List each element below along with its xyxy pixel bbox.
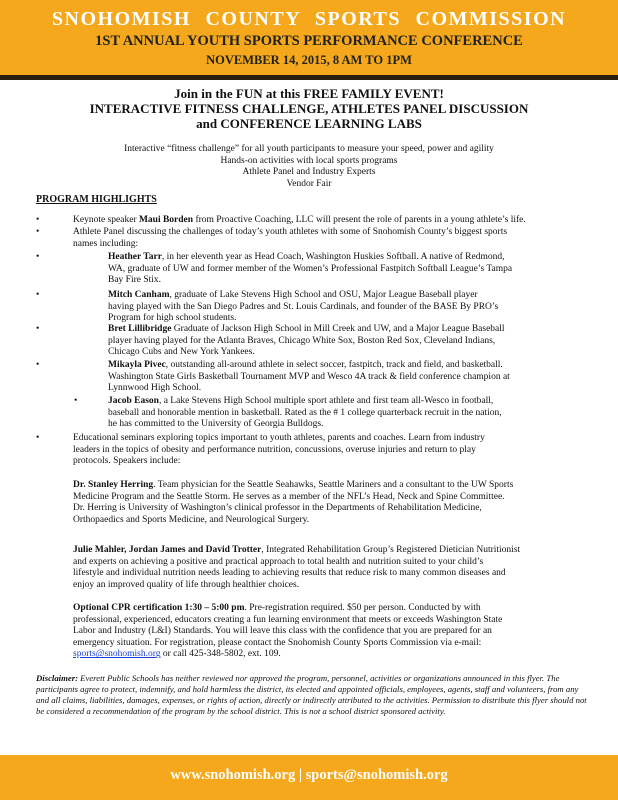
bullet: •	[36, 324, 40, 334]
header-divider	[0, 75, 618, 80]
keynote-item: Keynote speaker Maui Borden from Proactive Coaching, LLC will present the role of parents in a young athlete’s life.	[73, 215, 526, 225]
conference-title: 1ST ANNUAL YOUTH SPORTS PERFORMANCE CONFERENCE	[95, 33, 523, 49]
speaker-names: Julie Mahler, Jordan James and David Trotter	[73, 545, 262, 555]
intro-line-2: INTERACTIVE FITNESS CHALLENGE, ATHLETES PANEL DISCUSSION	[89, 101, 529, 116]
program-heading: PROGRAM HIGHLIGHTS	[36, 194, 157, 205]
panelist-item: Jacob Eason, a Lake Stevens High School multiple sport athlete and first team all-Wesco in football, baseball and honorable mention in basketball. Rated as the # 1 college quarterback recruit in the nation, he has committed to the University of Georgia Bulldogs.	[108, 396, 502, 430]
feature-item: Vendor Fair	[286, 178, 332, 189]
event-date: NOVEMBER 14, 2015, 8 AM TO 1PM	[206, 53, 412, 67]
feature-item: Athlete Panel and Industry Experts	[242, 167, 376, 178]
bullet: •	[36, 360, 40, 370]
disclaimer	[36, 673, 591, 717]
intro-line-3: and CONFERENCE LEARNING LABS	[196, 116, 422, 131]
email-link[interactable]: sports@snohomish.org	[73, 649, 161, 660]
bullet: •	[36, 252, 40, 262]
disclaimer-text: Everett Public Schools has neither reviewed nor approved the program, personnel, activities or organizations announced in this flyer. The participants agree to protect, indemnify, and hold harmless the district, its elected and appointed officials, employees, agents, staff and volunteers, from any and all claims, liabilities, damages, expenses, or rights of action, directly or indirectly attributed to the activities. Permission to distribute this flyer should not be considered a recommendation of the program by the school district. This is not a school district sponsored activity.	[36, 673, 587, 716]
bullet: •	[36, 290, 40, 300]
org-title: SNOHOMISH COUNTY SPORTS COMMISSION	[51, 8, 567, 30]
cpr-section: Optional CPR certification 1:30 – 5:00 pm. Pre-registration required. $50 per person. Conducted by with professional, experienced, educators creating a fun learning environment that meets or exceeds Washington State Labor and Industry (L&I) Standards. You will leave this class with the confidence that you are prepared for an emergency situation. For registration, please contact the Snohomish County Sports Commission via e-mail: sports@snohomish.org or call 425-348-5802, ext. 109.	[73, 603, 503, 660]
panelist-item: Mikayla Pivec, outstanding all-around athlete in select soccer, fastpitch, track and field, and basketball. Washington State Girls Basketball Tournament MVP and Wesco 4A track & field conference champion at Lynnwood High School.	[108, 360, 510, 394]
seminars-intro: Educational seminars exploring topics important to youth athletes, parents and coaches. Learn from industry leaders in the topics of obesity and performance nutrition, concussions, overuse injuries and return to play protocols. Speakers include:	[73, 433, 485, 467]
speaker-name: Dr. Stanley Herring	[73, 480, 154, 490]
speaker-herring: Dr. Stanley Herring. Team physician for the Seattle Seahawks, Seattle Mariners and a consultant to the UW Sports Medicine Program and the Seattle Storm. He serves as a member of the NFL’s Head, Neck and Spine Committee. Dr. Herring is University of Washington’s clinical professor in the Departments of Rehabilitation Medicine, Orthopaedics and Sports Medicine, and Neurological Surgery.	[73, 480, 514, 525]
bullet: •	[36, 215, 40, 225]
panelist-item: Heather Tarr, in her eleventh year as Head Coach, Washington Huskies Softball. A native of Redmond, WA, graduate of UW and former member of the Women’s Professional Fastpitch Softball League’s Tampa Bay Fire Stix.	[108, 252, 513, 286]
panelist-name: Mitch Canham	[108, 290, 170, 300]
feature-item: Interactive “fitness challenge” for all youth participants to measure your speed, power and agility	[124, 144, 494, 154]
bullet: •	[36, 433, 40, 443]
intro-line-1: Join in the FUN at this FREE FAMILY EVENT!	[174, 86, 444, 101]
footer-contact[interactable]: www.snohomish.org | sports@snohomish.org	[170, 767, 448, 783]
panelist-name: Jacob Eason	[108, 396, 159, 406]
feature-item: Hands-on activities with local sports programs	[220, 155, 398, 166]
panelist-name: Heather Tarr	[108, 252, 162, 262]
panelist-item: Mitch Canham, graduate of Lake Stevens High School and OSU, Major League Baseball player having played with the San Diego Padres and St. Louis Cardinals, and founder of the BASE By PRO’s Program for high school students.	[108, 290, 499, 324]
panelist-name: Mikayla Pivec	[108, 360, 166, 370]
panel-intro: Athlete Panel discussing the challenges of today’s youth athletes with some of Snohomish County’s biggest sports names including:	[73, 227, 508, 249]
header-banner	[0, 0, 618, 75]
bullet: •	[74, 396, 78, 406]
keynote-speaker: Maui Borden	[138, 215, 194, 225]
panelist-name: Bret Lillibridge	[108, 324, 172, 334]
bullet: •	[36, 227, 40, 237]
disclaimer-label: Disclaimer:	[36, 673, 78, 683]
cpr-title: Optional CPR certification 1:30 – 5:00 pm	[73, 603, 245, 613]
panelist-item: Bret Lillibridge Graduate of Jackson High School in Mill Creek and UW, and a Major League Baseball player having played for the Atlanta Braves, Chicago White Sox, Boston Red Sox, Cleveland Indians, Chicago Cubs and New York Yankees.	[108, 324, 505, 358]
footer-banner	[0, 755, 618, 800]
speaker-nutrition: Julie Mahler, Jordan James and David Trotter, Integrated Rehabilitation Group’s Registered Dietician Nutritionist and experts on achieving a positive and practical approach to total health and nutrition suited to your child’s lifestyle and individual nutrition needs leading to achieving results that reduce risk to many common diseases and enjoy an improved quality of life through healthier choices.	[73, 545, 521, 590]
feature-list	[0, 144, 618, 190]
